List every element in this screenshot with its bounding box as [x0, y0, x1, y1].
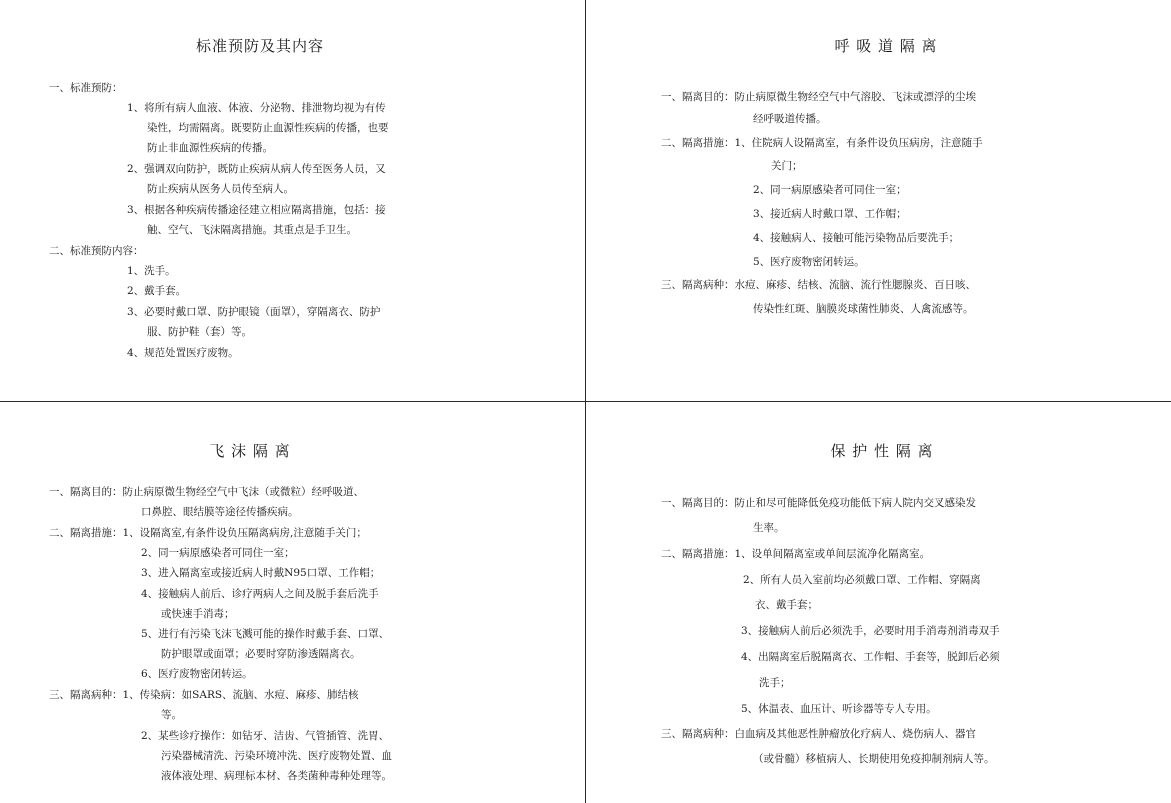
text-line: 衣、戴手套；: [755, 599, 818, 611]
text-line: 2、强调双向防护，既防止疾病从病人传至医务人员，又: [127, 163, 386, 175]
text-line: 二、隔离措施：1、设单间隔离室或单间层流净化隔离室。: [661, 548, 931, 560]
text-line: 2、同一病原感染者可同住一室；: [141, 547, 295, 559]
text-line: 一、隔离目的：防止病原微生物经空气中飞沫（或微粒）经呼吸道、: [49, 486, 364, 498]
text-line: 液体液处理、病理标本材、各类菌种毒种处理等。: [161, 770, 392, 782]
text-line: 一、标准预防：: [49, 82, 123, 94]
text-line: 洗手；: [759, 677, 791, 689]
text-line: 2、同一病原感染者可同住一室；: [753, 184, 907, 196]
text-line: 防止疾病从医务人员传至病人。: [147, 183, 294, 195]
text-line: 4、出隔离室后脱隔离衣、工作帽、手套等，脱卸后必须: [741, 651, 1000, 663]
text-line: 二、隔离措施：1、设隔离室,有条件设负压隔离病房,注意随手关门；: [49, 527, 367, 539]
text-line: 三、隔离病种：水痘、麻疹、结核、流脑、流行性腮腺炎、百日咳、: [661, 279, 976, 291]
text-line: 服、防护鞋（套）等。: [147, 326, 252, 338]
text-line: 三、隔离病种：1、传染病：如SARS、流脑、水痘、麻疹、肺结核: [49, 689, 359, 701]
text-line: 二、标准预防内容：: [49, 245, 144, 257]
panel-title: 呼 吸 道 隔 离: [834, 37, 938, 55]
text-line: 传染性红斑、脑膜炎球菌性肺炎、人禽流感等。: [753, 303, 974, 315]
text-line: （或骨髓）移植病人、长期使用免疫抑制剂病人等。: [753, 753, 995, 765]
text-line: 1、洗手。: [127, 265, 176, 277]
text-line: 4、接触病人前后、诊疗两病人之间及脱手套后洗手: [141, 588, 379, 600]
text-line: 或快速手消毒；: [161, 608, 235, 620]
text-line: 2、戴手套。: [127, 285, 187, 297]
text-line: 2、所有人员入室前均必须戴口罩、工作帽、穿隔离: [743, 574, 981, 586]
text-line: 3、接触病人前后必须洗手，必要时用手消毒剂消毒双手: [741, 625, 1000, 637]
text-line: 三、隔离病种：白血病及其他恶性肿瘤放化疗病人、烧伤病人、器官: [661, 728, 976, 740]
text-line: 4、接触病人、接触可能污染物品后要洗手；: [753, 232, 960, 244]
text-line: 一、隔离目的：防止和尽可能降低免疫功能低下病人院内交叉感染发: [661, 497, 976, 509]
text-line: 3、根据各种疾病传播途径建立相应隔离措施，包括：接: [127, 204, 386, 216]
text-line: 2、某些诊疗操作：如钻牙、洁齿、气管插管、洗胃、: [141, 730, 390, 742]
text-line: 经呼吸道传播。: [753, 113, 827, 125]
text-line: 5、进行有污染飞沫飞溅可能的操作时戴手套、口罩、: [141, 628, 390, 640]
text-line: 6、医疗废物密闭转运。: [141, 668, 253, 680]
text-line: 5、体温表、血压计、听诊器等专人专用。: [741, 703, 937, 715]
panel-title: 保 护 性 隔 离: [830, 442, 934, 460]
text-line: 一、隔离目的：防止病原微生物经空气中气溶胶、飞沫或漂浮的尘埃: [661, 91, 976, 103]
text-line: 3、进入隔离室或接近病人时戴N95口罩、工作帽；: [141, 567, 381, 579]
text-line: 3、接近病人时戴口罩、工作帽；: [753, 208, 907, 220]
horizontal-divider: [0, 401, 1171, 402]
text-line: 防护眼罩或面罩；必要时穿防渗透隔离衣。: [161, 648, 361, 660]
text-line: 染性，均需隔离。既要防止血源性疾病的传播，也要: [147, 122, 389, 134]
text-line: 关门；: [771, 160, 803, 172]
text-line: 生率。: [753, 522, 785, 534]
panel-title: 标准预防及其内容: [195, 37, 324, 55]
text-line: 防止非血源性疾病的传播。: [147, 142, 273, 154]
text-line: 4、规范处置医疗废物。: [127, 347, 239, 359]
text-line: 污染器械清洗、污染环境冲洗、医疗废物处置、血: [161, 750, 392, 762]
panel-title: 飞 沫 隔 离: [209, 442, 291, 460]
text-line: 触、空气、飞沫隔离措施。其重点是手卫生。: [147, 224, 357, 236]
text-line: 等。: [161, 709, 182, 721]
text-line: 1、将所有病人血液、体液、分泌物、排泄物均视为有传: [127, 102, 386, 114]
text-line: 二、隔离措施：1、住院病人设隔离室，有条件设负压病房，注意随手: [661, 137, 983, 149]
text-line: 5、医疗废物密闭转运。: [753, 256, 865, 268]
text-line: 3、必要时戴口罩、防护眼镜（面罩），穿隔离衣、防护: [127, 306, 381, 318]
text-line: 口鼻腔、眼结膜等途径传播疾病。: [141, 506, 299, 518]
